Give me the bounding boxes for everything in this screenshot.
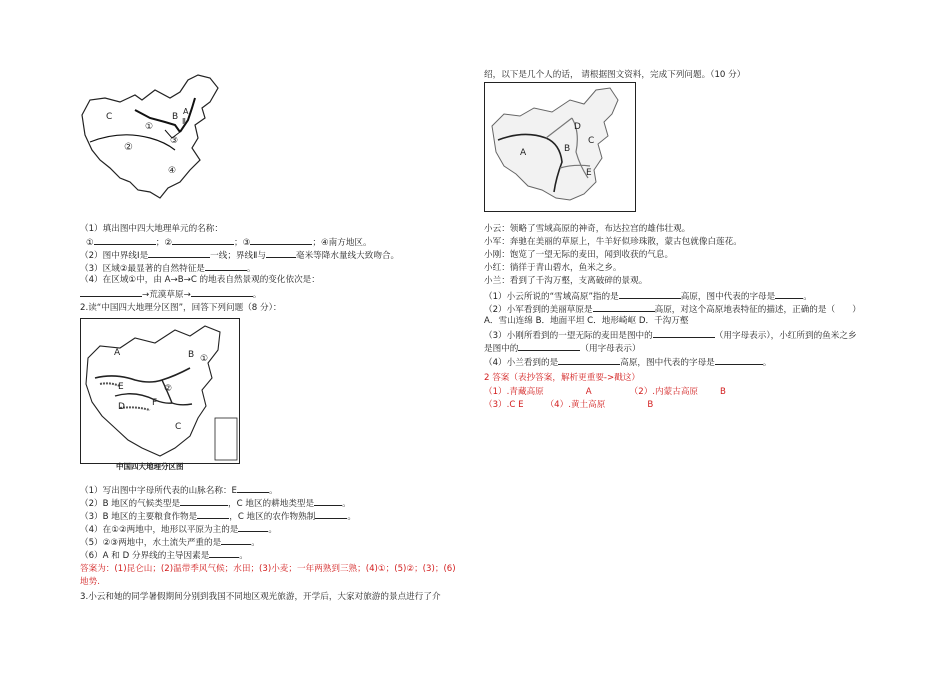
q2-item-6: （6）A 和 D 分界线的主导因素是 。 bbox=[80, 551, 248, 561]
q1-item-2: ；② bbox=[155, 238, 173, 248]
map2-label-d: D bbox=[118, 402, 125, 412]
q3-answer-row-1: （1）.青藏高原 A （2）.内蒙古高原 B bbox=[484, 387, 726, 397]
map2-label-e: E bbox=[118, 382, 124, 392]
map3-label-c: C bbox=[588, 136, 595, 146]
map1-label-a: A bbox=[183, 107, 189, 116]
map1-label-b: B bbox=[172, 112, 179, 122]
q2-item-2: （2）B 地区的气候类型是 ，C 地区的耕地类型是 。 bbox=[80, 499, 351, 509]
q2-answer-line2: 地势. bbox=[80, 577, 100, 587]
q3-answer-row-2: （3）.C E （4）.黄土高原 B bbox=[484, 400, 654, 410]
q3-quote-4: 小红：徜徉于青山碧水，鱼米之乡。 bbox=[484, 263, 622, 273]
map1-label-1: ① bbox=[145, 122, 154, 132]
q2-answer-line1: 答案为：(1)昆仑山；(2)温带季风气候；水田；(3)小麦；一年两熟到三熟；(4)①；(5)②；(3)；(6) bbox=[80, 564, 456, 574]
q3-answer-title: 2 答案（表抄答案，解析更重要->戳这） bbox=[484, 373, 641, 383]
map1-label-c: C bbox=[106, 112, 113, 122]
q1-item-3: ；③ bbox=[234, 238, 251, 248]
map3-label-b: B bbox=[564, 144, 571, 154]
map-1-drawing bbox=[80, 70, 230, 200]
map3-label-a: A bbox=[520, 148, 527, 158]
china-regions-map-1 bbox=[80, 70, 230, 200]
q3-intro: 3.小云和她的同学暑假期间分别到我国不同地区观光旅游，开学后，大家对旅游的景点进行了介 bbox=[80, 592, 441, 602]
q1-sub1-blanks bbox=[86, 236, 372, 249]
q3-sub3: （3）小刚所看到的一望无际的麦田是图中的 （用字母表示），小红所到的鱼米之乡 bbox=[484, 331, 857, 341]
q3-quote-2: 小军：奔驰在美丽的草原上，牛羊好似珍珠散，蒙古包就像白莲花。 bbox=[484, 237, 742, 247]
q1-sub4-line2: →荒漠草原→ 。 bbox=[80, 288, 261, 301]
map2-label-f: F bbox=[152, 398, 158, 408]
q3-sub2-options: A．雪山连绵 B．地面平坦 C．地形崎岖 D．千沟万壑 bbox=[484, 316, 689, 326]
map3-label-d: D bbox=[574, 122, 581, 132]
map-2-drawing bbox=[80, 318, 240, 470]
map1-label-3: ③ bbox=[170, 136, 179, 146]
map2-label-a: A bbox=[114, 348, 121, 358]
q1-sub1: （1）填出图中四大地理单元的名称： bbox=[80, 224, 223, 234]
q3-quote-5: 小兰：看到了千沟万壑，支离破碎的景观。 bbox=[484, 276, 648, 286]
map1-label-ii: Ⅱ bbox=[182, 117, 186, 126]
q3-intro-cont: 绍，以下是几个人的话， 请根据图文资料，完成下列问题。（10 分） bbox=[484, 70, 746, 80]
map1-label-4: ④ bbox=[168, 166, 177, 176]
map2-label-1: ① bbox=[200, 354, 209, 364]
q1-sub3: （3）区域②最显著的自然特征是 。 bbox=[80, 264, 256, 274]
q1-sub4: （4）在区域①中，由 A→B→C 的地表自然景观的变化依次是： bbox=[80, 275, 320, 285]
q2-item-4: （4）在①②两地中，地形以平原为主的是 。 bbox=[80, 525, 277, 535]
map-3-drawing bbox=[484, 82, 636, 212]
q3-quote-3: 小刚：饱览了一望无际的麦田，闻到收获的气息。 bbox=[484, 250, 674, 260]
china-regions-map-2 bbox=[80, 318, 240, 470]
map2-label-b: B bbox=[188, 350, 195, 360]
q3-sub1: （1）小云所说的“雪域高原”指的是 高原，图中代表的字母是 。 bbox=[484, 292, 812, 302]
q1-item-1: ① bbox=[86, 238, 94, 248]
china-regions-map-3 bbox=[484, 82, 636, 212]
q1-item-4: ；④南方地区。 bbox=[312, 238, 372, 248]
q2-item-5: （5）②③两地中，水土流失严重的是 。 bbox=[80, 538, 260, 548]
map3-label-e: E bbox=[586, 168, 592, 178]
map1-label-2: ② bbox=[124, 142, 133, 153]
q3-sub3-line2: 是图中的 （用字母表示） bbox=[484, 344, 641, 354]
q1-sub2: （2）图中界线Ⅰ是 一线；界线Ⅱ与 毫米等降水量线大致吻合。 bbox=[80, 251, 400, 261]
q3-sub2: （2）小军看到的美丽草原是 高原，对这个高原地表特征的描述，正确的是（ ） bbox=[484, 305, 861, 315]
map2-label-2: ② bbox=[164, 384, 173, 394]
q2-item-3: （3）B 地区的主要粮食作物是 ，C 地区的农作物熟制 。 bbox=[80, 512, 356, 522]
q2-title: 2.读“中国四大地理分区图”，回答下列问题（8 分）： bbox=[80, 303, 282, 313]
q2-item-1: （1）写出图中字母所代表的山脉名称：E 。 bbox=[80, 486, 278, 496]
map2-label-c: C bbox=[175, 422, 182, 432]
map2-caption: 中国四大地理分区图 bbox=[116, 462, 184, 471]
q3-quote-1: 小云：领略了雪域高原的神奇，布达拉宫的雄伟壮观。 bbox=[484, 224, 691, 234]
q3-sub4: （4）小兰看到的是 高原，图中代表的字母是 。 bbox=[484, 358, 772, 368]
